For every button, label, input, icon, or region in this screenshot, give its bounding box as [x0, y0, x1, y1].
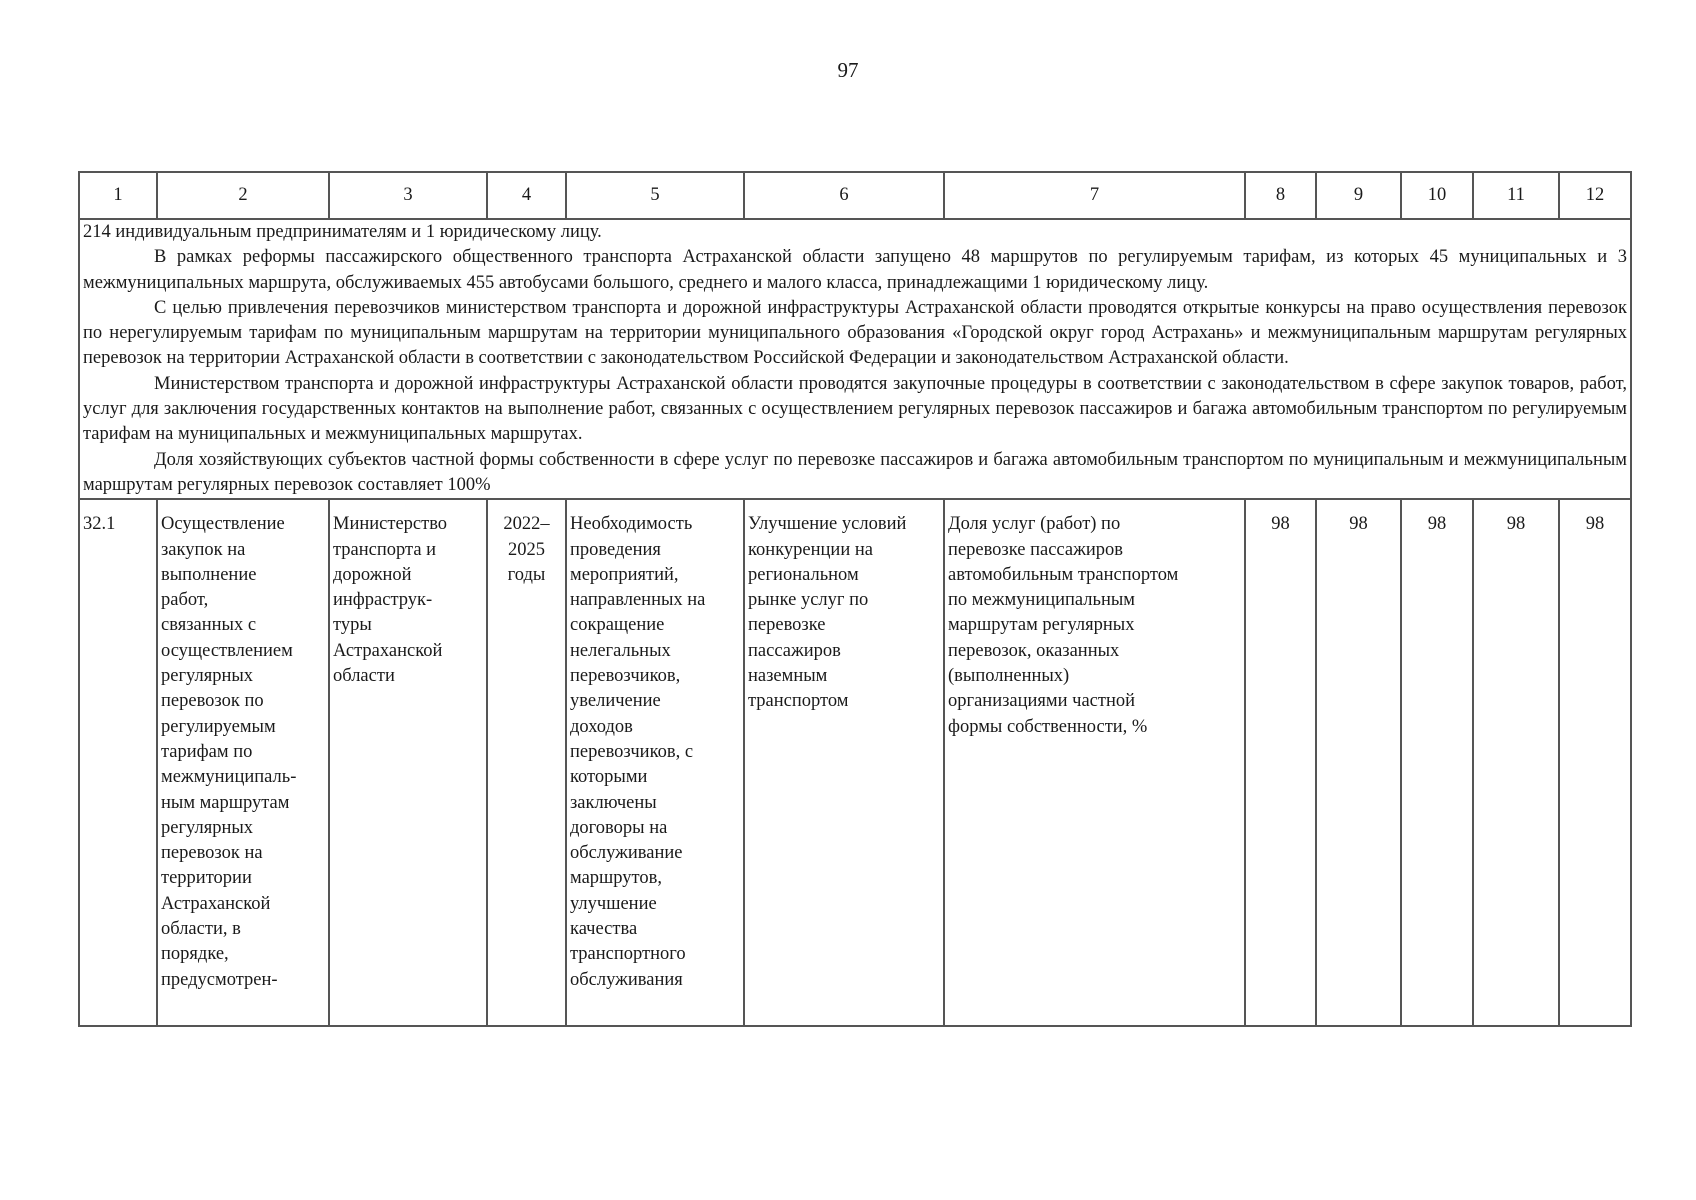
intro-text-cell [79, 219, 1631, 499]
column-header-1: 1 [79, 172, 157, 219]
indicator-value: 98 [1349, 514, 1368, 535]
table-row [79, 499, 1631, 1026]
item-number: 32.1 [83, 514, 116, 535]
result-cell [744, 499, 944, 1026]
problem-description: Необходимость проведения мероприятий, направленных на сокращение нелегальных перевозчиков, увеличение доходов перевозчиков, с которыми заключены договоры на обслуживание маршрутов, улучшение качества транспортного обслуживания [570, 514, 706, 990]
period: 2022– 2025 годы [503, 514, 550, 585]
program-table [78, 171, 1632, 1027]
intro-paragraph: С целью привлечения перевозчиков министерством транспорта и дорожной инфраструктуры Астраханской области проводятся открытые конкурсы на право осуществления перевозок по нерегулируемым тарифам по муниципальным маршрутам на территории муниципального образования «Городской округ город Астрахань» и межмуниципальным маршрутам регулярных перевозок на территории Астраханской области в соответствии с законодательством Российской Федерации и законодательством Астраханской области. [83, 297, 1627, 369]
measure-name: Осуществление закупок на выполнение работ, связанных с осуществлением регулярных перевозок по регулируемым тарифам по межмуниципаль- ным маршрутам регулярных перевозок на территории Астраханской области, в порядке, предусмотрен- [161, 514, 297, 990]
item-number-cell [79, 499, 157, 1026]
column-header-4: 4 [487, 172, 566, 219]
column-header-6: 6 [744, 172, 944, 219]
indicator-cell [944, 499, 1245, 1026]
column-header-8: 8 [1245, 172, 1316, 219]
intro-paragraph: 214 индивидуальным предпринимателям и 1 юридическому лицу. [83, 222, 602, 242]
column-header-11: 11 [1473, 172, 1559, 219]
expected-result: Улучшение условий конкуренции на региональном рынке услуг по перевозке пассажиров наземным транспортом [748, 514, 907, 712]
column-header-12: 12 [1559, 172, 1631, 219]
intro-paragraph: В рамках реформы пассажирского общественного транспорта Астраханской области запущено 48 маршрутов по регулируемым тарифам, из которых 45 муниципальных и 3 межмуниципальных маршрута, обслуживаемых 455 автобусами большого, среднего и малого класса, принадлежащими 1 юридическому лицу. [83, 247, 1627, 293]
executor: Министерство транспорта и дорожной инфраструк- туры Астраханской области [333, 514, 448, 687]
value-cell-12 [1559, 499, 1631, 1026]
value-cell-8 [1245, 499, 1316, 1026]
indicator-value: 98 [1585, 514, 1605, 535]
problem-cell [566, 499, 744, 1026]
period-cell [487, 499, 566, 1026]
intro-text-row [79, 219, 1631, 499]
executor-cell [329, 499, 487, 1026]
indicator-name: Доля услуг (работ) по перевозке пассажиров автомобильным транспортом по межмуниципальным маршрутам регулярных перевозок, оказанных (выполненных) организациями частной формы собственности, % [948, 514, 1179, 737]
value-cell-9 [1316, 499, 1401, 1026]
column-number-row [79, 172, 1631, 219]
indicator-value: 98 [1271, 514, 1290, 535]
column-header-5: 5 [566, 172, 744, 219]
intro-paragraph: Министерством транспорта и дорожной инфраструктуры Астраханской области проводятся закупочные процедуры в соответствии с законодательством в сфере закупок товаров, работ, услуг для заключения государственных контактов на выполнение работ, связанных с осуществлением регулярных перевозок пассажиров и багажа автомобильным транспортом по регулируемым тарифам на муниципальных и межмуниципальных маршрутах. [83, 373, 1627, 445]
intro-paragraph: Доля хозяйствующих субъектов частной формы собственности в сфере услуг по перевозке пассажиров и багажа автомобильным транспортом по муниципальным и межмуниципальным маршрутам регулярных перевозок составляет 100% [83, 449, 1627, 495]
measure-name-cell [157, 499, 329, 1026]
indicator-value: 98 [1427, 514, 1447, 535]
column-header-9: 9 [1316, 172, 1401, 219]
column-header-2: 2 [157, 172, 329, 219]
column-header-10: 10 [1401, 172, 1473, 219]
indicator-value: 98 [1506, 514, 1526, 535]
column-header-3: 3 [329, 172, 487, 219]
page-number: 97 [837, 58, 859, 82]
value-cell-10 [1401, 499, 1473, 1026]
column-header-7: 7 [944, 172, 1245, 219]
value-cell-11 [1473, 499, 1559, 1026]
